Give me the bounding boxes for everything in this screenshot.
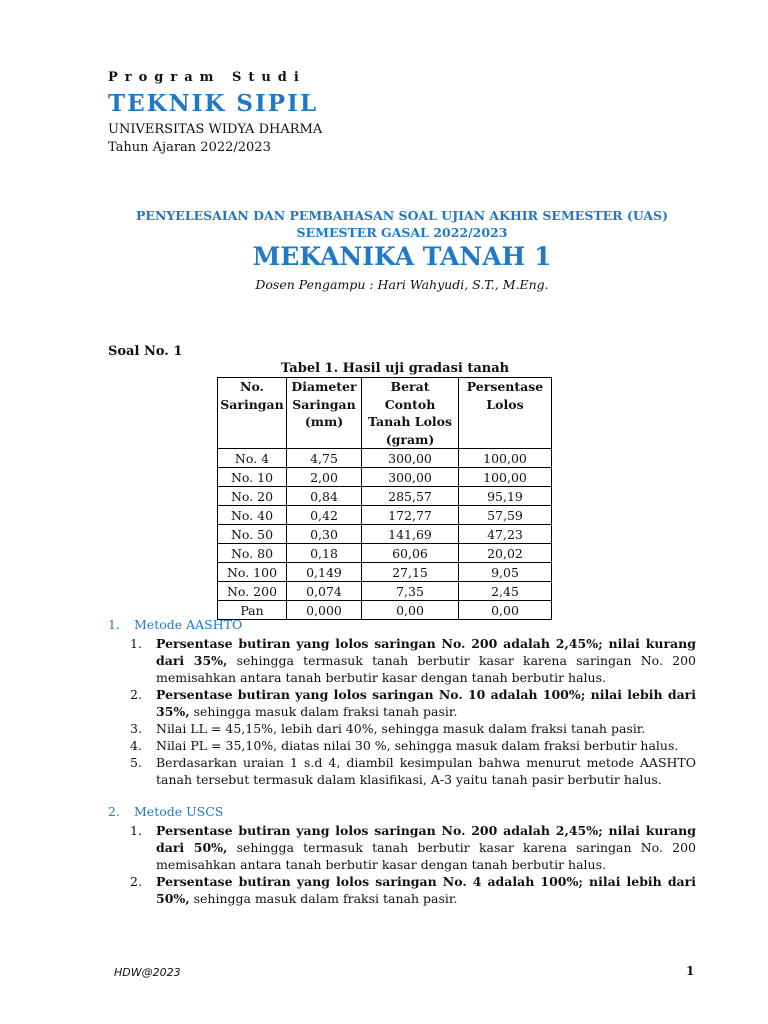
cell-percent: 9,05 — [459, 563, 552, 582]
cell-weight: 300,00 — [362, 468, 459, 487]
question-label: Soal No. 1 — [108, 344, 183, 359]
table-row — [218, 449, 552, 468]
list-item — [130, 737, 696, 754]
header-diameter: Diameter Saringan (mm) — [287, 378, 362, 449]
list-item-number: 5. — [130, 755, 142, 770]
list-item-number: 2. — [130, 874, 142, 889]
footer-author: HDW@2023 — [114, 966, 181, 979]
exam-semester: SEMESTER GASAL 2022/2023 — [296, 225, 508, 240]
cell-sieve-no: Pan — [218, 601, 287, 620]
list-item-text: sehingga masuk dalam fraksi tanah pasir. — [189, 704, 458, 719]
list-item — [130, 873, 696, 907]
cell-diameter: 4,75 — [287, 449, 362, 468]
page-number: 1 — [686, 964, 695, 978]
method-aashto-heading — [108, 617, 242, 632]
list-item-emphasis: Persentase butiran yang lolos saringan No. 10 adalah 100%; nilai lebih dari 35%, — [156, 687, 696, 719]
cell-sieve-no: No. 40 — [218, 506, 287, 525]
table-caption: Tabel 1. Hasil uji gradasi tanah — [280, 361, 510, 376]
cell-weight: 7,35 — [362, 582, 459, 601]
list-item — [130, 720, 696, 737]
cell-sieve-no: No. 80 — [218, 544, 287, 563]
cell-percent: 2,45 — [459, 582, 552, 601]
course-title: MEKANIKA TANAH 1 — [252, 242, 552, 271]
list-item-number: 2. — [130, 687, 142, 702]
list-item-text: sehingga masuk dalam fraksi tanah pasir. — [189, 891, 458, 906]
method-number: 2. — [108, 804, 120, 819]
cell-sieve-no: No. 50 — [218, 525, 287, 544]
cell-weight: 60,06 — [362, 544, 459, 563]
list-item — [130, 686, 696, 720]
list-item-number: 1. — [130, 636, 142, 651]
list-item — [130, 822, 696, 873]
gradation-table — [217, 377, 552, 620]
cell-percent: 95,19 — [459, 487, 552, 506]
table-row — [218, 468, 552, 487]
list-item-emphasis: Persentase butiran yang lolos saringan No. 4 adalah 100%; nilai lebih dari 50%, — [156, 874, 696, 906]
list-item-emphasis: Persentase butiran yang lolos saringan No. 200 adalah 2,45%; nilai kurang dari 50%, — [156, 823, 696, 855]
cell-sieve-no: No. 10 — [218, 468, 287, 487]
cell-weight: 300,00 — [362, 449, 459, 468]
cell-percent: 0,00 — [459, 601, 552, 620]
cell-percent: 47,23 — [459, 525, 552, 544]
department-title: TEKNIK SIPIL — [108, 90, 319, 117]
table-row — [218, 525, 552, 544]
table-row — [218, 544, 552, 563]
cell-diameter: 0,149 — [287, 563, 362, 582]
table-header-row — [218, 378, 552, 449]
cell-weight: 172,77 — [362, 506, 459, 525]
cell-weight: 285,57 — [362, 487, 459, 506]
cell-sieve-no: No. 4 — [218, 449, 287, 468]
cell-diameter: 0,42 — [287, 506, 362, 525]
list-item-number: 3. — [130, 721, 142, 736]
method-title: Metode USCS — [134, 804, 224, 819]
cell-diameter: 0,30 — [287, 525, 362, 544]
method-uscs-heading — [108, 804, 223, 819]
list-item — [130, 754, 696, 788]
table-row — [218, 582, 552, 601]
cell-sieve-no: No. 200 — [218, 582, 287, 601]
cell-weight: 27,15 — [362, 563, 459, 582]
method-title: Metode AASHTO — [134, 617, 243, 632]
cell-weight: 0,00 — [362, 601, 459, 620]
cell-diameter: 0,84 — [287, 487, 362, 506]
exam-title: PENYELESAIAN DAN PEMBAHASAN SOAL UJIAN AKHIR SEMESTER (UAS) — [136, 208, 668, 223]
table-row — [218, 487, 552, 506]
table-row — [218, 601, 552, 620]
list-item-number: 4. — [130, 738, 142, 753]
academic-year: Tahun Ajaran 2022/2023 — [108, 140, 271, 155]
header-weight: Berat Contoh Tanah Lolos (gram) — [362, 378, 459, 449]
list-item-text: Nilai PL = 35,10%, diatas nilai 30 %, sehingga masuk dalam fraksi berbutir halus. — [156, 738, 679, 753]
cell-percent: 57,59 — [459, 506, 552, 525]
cell-diameter: 2,00 — [287, 468, 362, 487]
cell-weight: 141,69 — [362, 525, 459, 544]
cell-diameter: 0,074 — [287, 582, 362, 601]
cell-sieve-no: No. 20 — [218, 487, 287, 506]
cell-sieve-no: No. 100 — [218, 563, 287, 582]
cell-diameter: 0,18 — [287, 544, 362, 563]
uscs-list — [130, 822, 696, 907]
table-row — [218, 563, 552, 582]
list-item — [130, 635, 696, 686]
cell-percent: 100,00 — [459, 468, 552, 487]
header-percent: Persentase Lolos — [459, 378, 552, 449]
lecturer-line: Dosen Pengampu : Hari Wahyudi, S.T., M.Eng. — [255, 277, 549, 292]
list-item-number: 1. — [130, 823, 142, 838]
list-item-text: sehingga termasuk tanah berbutir kasar karena saringan No. 200 memisahkan antara tanah berbutir kasar dengan tanah berbutir halus. — [156, 840, 696, 872]
list-item-emphasis: Persentase butiran yang lolos saringan No. 200 adalah 2,45%; nilai kurang dari 35%, — [156, 636, 696, 668]
program-label: Program Studi — [108, 70, 306, 85]
method-number: 1. — [108, 617, 120, 632]
cell-diameter: 0,000 — [287, 601, 362, 620]
list-item-text: Berdasarkan uraian 1 s.d 4, diambil kesimpulan bahwa menurut metode AASHTO tanah tersebut termasuk dalam klasifikasi, A-3 yaitu tanah pasir berbutir halus. — [156, 755, 696, 787]
list-item-text: Nilai LL = 45,15%, lebih dari 40%, sehingga masuk dalam fraksi tanah pasir. — [156, 721, 646, 736]
aashto-list — [130, 635, 696, 788]
table-row — [218, 506, 552, 525]
cell-percent: 100,00 — [459, 449, 552, 468]
header-sieve-no: No. Saringan — [218, 378, 287, 449]
list-item-text: sehingga termasuk tanah berbutir kasar karena saringan No. 200 memisahkan antara tanah berbutir kasar dengan tanah berbutir halus. — [156, 653, 696, 685]
cell-percent: 20,02 — [459, 544, 552, 563]
university-name: UNIVERSITAS WIDYA DHARMA — [108, 122, 323, 137]
table-body — [218, 449, 552, 620]
